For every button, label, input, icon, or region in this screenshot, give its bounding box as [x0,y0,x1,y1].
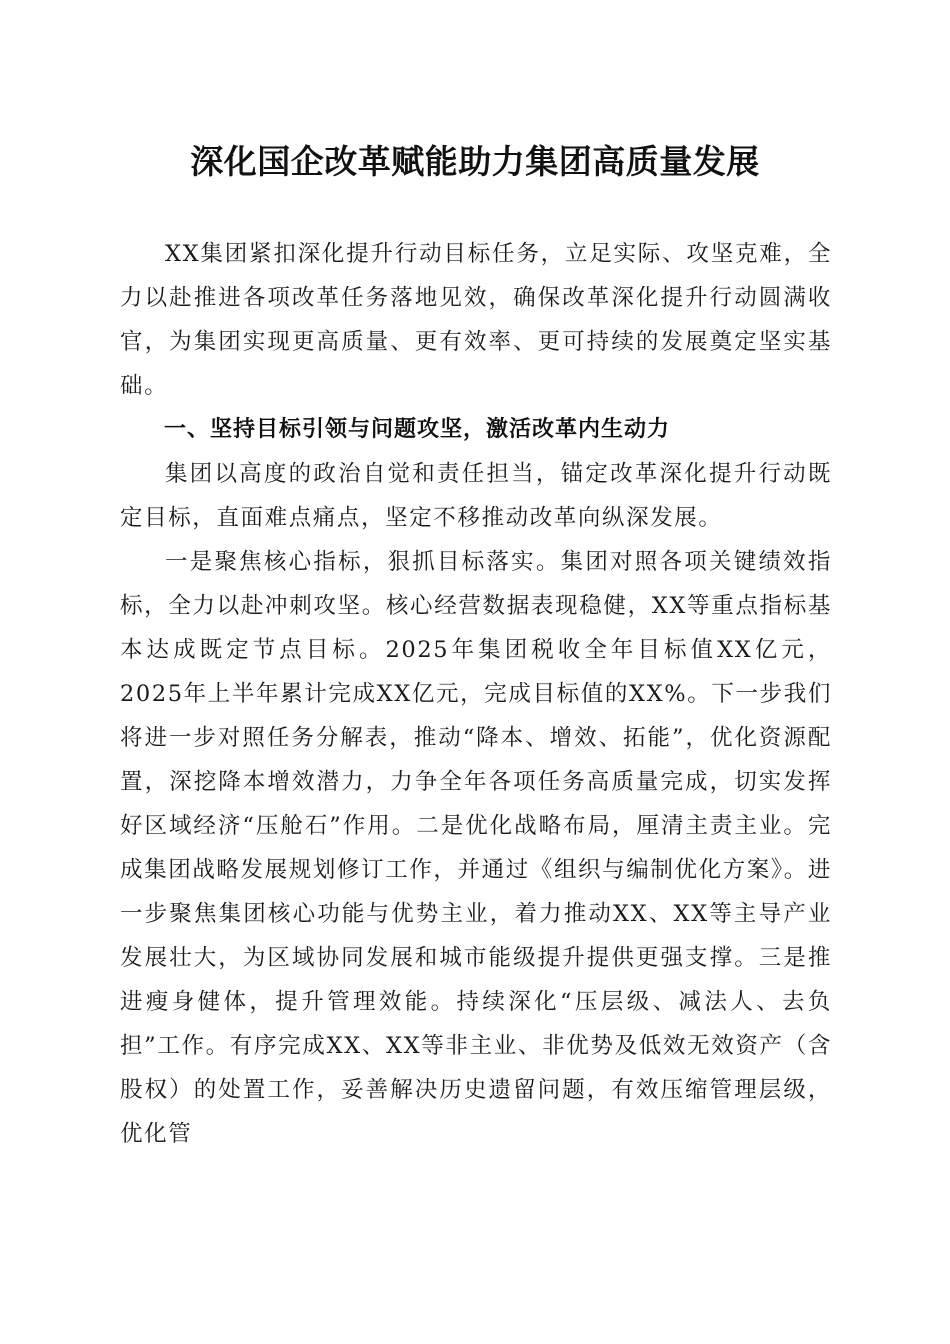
section-paragraph: 集团以高度的政治自觉和责任担当，锚定改革深化提升行动既定目标，直面难点痛点，坚定不移推动改革向纵深发展。 [120,461,832,531]
document-body [120,232,832,1156]
intro-paragraph: XX集团紧扣深化提升行动目标任务，立足实际、攻坚克难，全力以赴推进各项改革任务落地见效，确保改革深化提升行动圆满收官，为集团实现更高质量、更有效率、更可持续的发展奠定坚实基础。 [120,241,832,399]
detail-paragraph: 一是聚焦核心指标，狠抓目标落实。集团对照各项关键绩效指标，全力以赴冲刺攻坚。核心经营数据表现稳健，XX等重点指标基本达成既定节点目标。2025年集团税收全年目标值XX亿元，2025年上半年累计完成XX亿元，完成目标值的XX%。下一步我们将进一步对照任务分解表，推动“降本、增效、拓能”，优化资源配置，深挖降本增效潜力，力争全年各项任务高质量完成，切实发挥好区域经济“压舱石”作用。二是优化战略布局，厘清主责主业。完成集团战略发展规划修订工作，并通过《组织与编制优化方案》。进一步聚焦集团核心功能与优势主业，着力推动XX、XX等主导产业发展壮大，为区域协同发展和城市能级提升提供更强支撑。三是推进瘦身健体，提升管理效能。持续深化“压层级、减法人、去负担”工作。有序完成XX、XX等非主业、非优势及低效无效资产（含股权）的处置工作，妥善解决历史遗留问题，有效压缩管理层级，优化管 [120,549,832,1147]
document-title: 深化国企改革赋能助力集团高质量发展 [190,142,760,181]
section-heading: 一、坚持目标引领与问题攻坚，激活改革内生动力 [164,417,671,442]
